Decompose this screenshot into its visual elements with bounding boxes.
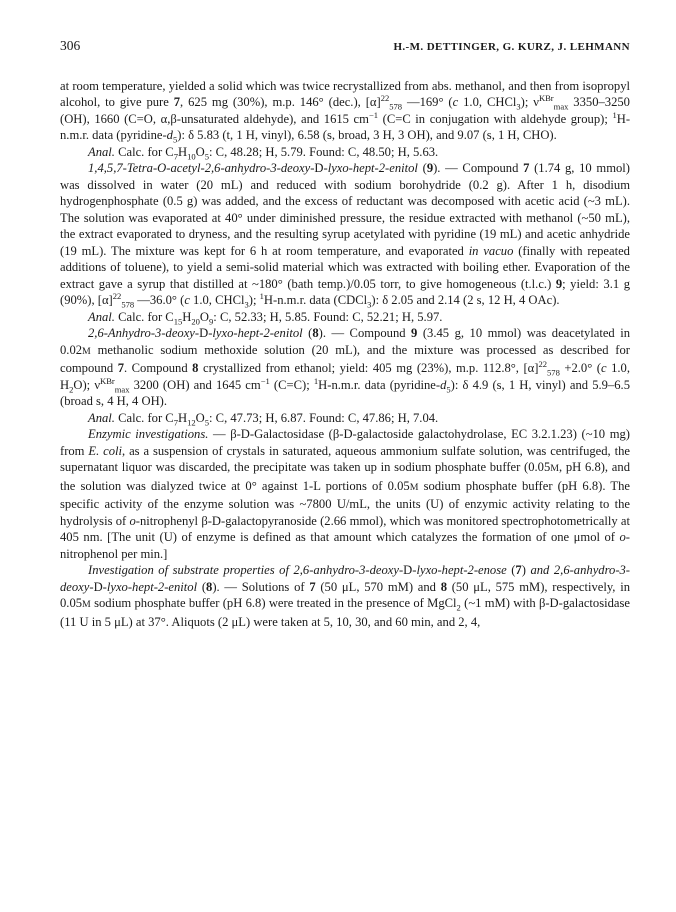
text-run: Anal.: [88, 410, 115, 425]
text-run: 10: [187, 151, 196, 162]
text-run: Calc. for C: [114, 144, 174, 159]
paragraph-3: [60, 160, 630, 309]
text-run: sodium phosphate buffer (pH 6.8). The specific activity of the enzyme solution was ~7800 U/mL, the units (U) of enzymic activity relating to the hydrolysis of: [60, 478, 630, 528]
text-run: Calc. for C: [114, 410, 174, 425]
text-run: 20: [191, 316, 200, 327]
text-run: D: [403, 563, 413, 577]
text-run: c: [600, 361, 607, 375]
text-run: o: [129, 513, 136, 528]
text-run: H-n.m.r. data (CDCl: [263, 293, 368, 307]
text-run: O); ν: [73, 377, 101, 392]
text-run: );: [248, 293, 260, 307]
text-run: (: [417, 161, 427, 175]
text-run: 578: [389, 101, 403, 112]
text-run: . Compound: [123, 361, 193, 375]
text-run: 1,4,5,7-Tetra-O-acetyl-2,6-anhydro-3-deoxy-: [88, 161, 315, 175]
paragraph-2: [60, 144, 630, 161]
paragraph-4: [60, 309, 630, 326]
text-run: 8: [440, 579, 447, 594]
text-run: (: [197, 579, 207, 594]
text-run: (: [506, 563, 516, 577]
text-run: E. coli: [88, 443, 123, 458]
text-run: Enzymic investigations.: [88, 427, 209, 441]
text-run: -galactoside galactohydrolase, EC 3.2.1.23) (~10 mg) from: [60, 427, 630, 458]
text-run: 3350–3250 (OH), 1660 (C=O, α,β-unsaturated aldehyde), and 1615 cm: [60, 95, 630, 126]
text-run: ; yield: 3.1 g (90%), [α]: [60, 276, 630, 307]
paragraph-8: [60, 562, 630, 630]
text-run: D: [199, 326, 209, 340]
text-run: (: [302, 326, 313, 340]
text-run: 8: [312, 326, 319, 340]
text-run: Investigation of substrate properties of 2,6-anhydro-3-deoxy-: [88, 563, 404, 577]
text-run: 2: [69, 384, 74, 395]
text-run: Calc. for C: [114, 309, 174, 324]
text-run: 5: [204, 151, 210, 162]
text-run: +2.0° (: [559, 361, 601, 375]
text-run: 22: [538, 358, 548, 369]
text-run: -lyxo-hept-2-enitol: [208, 326, 303, 340]
text-run: 5: [446, 384, 451, 395]
text-run: −1: [368, 109, 379, 120]
text-run: D: [343, 427, 353, 441]
text-run: O: [195, 410, 205, 425]
text-run: 5: [172, 134, 178, 145]
text-run: 2: [456, 602, 461, 613]
text-run: 1: [313, 375, 319, 386]
text-run: M: [82, 599, 91, 610]
text-run: Anal.: [88, 144, 115, 159]
text-run: max: [553, 101, 569, 112]
text-run: 1: [612, 109, 617, 120]
text-run: ); ν: [520, 95, 539, 109]
text-run: 5: [204, 417, 210, 428]
text-run: -lyxo-hept-2-enitol: [323, 161, 418, 175]
text-run: 12: [187, 417, 196, 428]
text-run: c: [184, 293, 190, 307]
text-run: ): [521, 563, 531, 577]
text-run: 7: [515, 563, 522, 577]
text-run: 7: [117, 361, 124, 375]
text-run: M: [550, 463, 559, 474]
text-run: and 2,6-anhydro-3-deoxy-: [60, 563, 631, 594]
text-run: H: [177, 410, 188, 425]
text-run: ): δ 5.83 (t, 1 H, vinyl), 6.58 (s, broad, 3 H, 3 OH), and 9.07 (s, 1 H, CHO).: [177, 128, 557, 142]
text-run: 9: [555, 276, 563, 291]
text-run: ): δ 2.05 and 2.14 (2 s, 12 H, 4 OAc).: [371, 293, 560, 307]
text-run: 3: [244, 299, 249, 310]
text-run: crystallized from ethanol; yield: 405 mg (23%), m.p. 112.8°, [α]: [198, 361, 539, 375]
text-run: 1.0, H: [60, 361, 630, 392]
text-run: (1.74 g, 10 mmol) was dissolved in water (20 mL) and reduced with sodium borohydride (0.2 g). After 1 h, disodium hydrogenphosphate (0.5 g) was added, and the excess of reductant was decomposed with acetic acid (~3 mL). The solution was evaporated at 40° under diminished pressure, the residue extracted with methanol (~50 mL), the extract evaporated to dryness, and the resulting syrup acetylated with pyridine (19 mL) and acetic anhydride (19 mL). The mixture was kept for 6 h at room temperature, and evaporated: [60, 161, 631, 258]
text-run: : C, 48.28; H, 5.79. Found: C, 48.50; H, 5.63.: [209, 144, 439, 159]
text-run: (C=C);: [269, 377, 314, 392]
paragraph-5: [60, 325, 630, 410]
text-run: -lyxo-hept-2-enitol: [102, 579, 198, 594]
text-run: d: [166, 128, 173, 142]
text-run: 7: [309, 579, 316, 594]
text-run: 15: [173, 316, 183, 327]
paragraph-1: [60, 78, 630, 144]
text-run: 7: [523, 161, 530, 175]
text-run: 3: [516, 101, 521, 112]
text-run: 7: [173, 417, 178, 428]
text-run: , 625 mg (30%), m.p. 146° (dec.), [α]: [180, 95, 381, 109]
text-run: D: [93, 579, 103, 594]
body-text: [60, 78, 630, 631]
text-run: at room temperature, yielded a solid which was twice recrystallized from abs. methanol, and then from isopropyl alcohol, to give pure: [60, 78, 630, 109]
text-run: (~1 mM) with β-: [460, 596, 550, 610]
text-run: max: [114, 384, 130, 395]
text-run: d: [440, 377, 447, 392]
text-run: methanolic sodium methoxide solution (20 mL), and the mixture was processed as described for compound: [60, 342, 630, 375]
text-run: 22: [112, 290, 122, 301]
text-run: — β-: [208, 427, 241, 441]
text-run: D: [240, 427, 250, 441]
text-run: —36.0° (: [134, 293, 185, 307]
page-body: [60, 38, 630, 630]
text-run: -nitrophenol per min.]: [60, 530, 630, 561]
text-run: (finally with repeated additions of toluene), to yield a semi-solid material which was extracted with boiling ether. Evaporation of the extract gave a syrup that distilled at ~180° (bath temp.)/0.05 torr, to give homogeneous (t.l.c.): [60, 243, 630, 291]
text-run: KBr: [100, 375, 115, 386]
text-run: 2,6-Anhydro-3-deoxy-: [88, 326, 200, 340]
text-run: 9: [411, 326, 418, 340]
text-run: , as a suspension of crystals in saturated, aqueous ammonium sulfate solution, was centrifuged, the supernatant liquor was discarded, the precipitate was taken up in sodium phosphate buffer (0.05: [60, 443, 630, 474]
text-run: o: [619, 530, 626, 544]
text-run: -Galactosidase (β-: [249, 427, 344, 441]
text-run: (3.45 g, 10 mmol) was deacetylated in 0.02: [60, 326, 631, 357]
text-run: 8: [206, 579, 213, 594]
text-run: ). — Solutions of: [212, 579, 310, 594]
text-run: O: [195, 144, 205, 159]
text-run: (C=C in conjugation with aldehyde group);: [378, 111, 613, 126]
text-run: 1: [259, 290, 264, 301]
text-run: 1.0, CHCl: [189, 293, 245, 307]
text-run: 3200 (OH) and 1645 cm: [129, 377, 261, 392]
text-run: —169° (: [402, 95, 453, 109]
paragraph-6: [60, 410, 630, 427]
text-run: 22: [380, 92, 390, 103]
text-run: , pH 6.8), and the solution was dialyzed twice at 0° against 1-L portions of 0.05: [60, 460, 630, 493]
text-run: 3: [367, 299, 372, 310]
text-run: H: [182, 309, 192, 324]
text-run: 7: [173, 95, 181, 109]
page-header: [60, 38, 630, 56]
text-run: -lyxo-hept-2-enose: [412, 563, 507, 577]
text-run: O: [199, 309, 210, 324]
page-number: 306: [60, 38, 81, 53]
running-title: H.-M. DETTINGER, G. KURZ, J. LEHMANN: [393, 41, 630, 53]
text-run: : C, 47.73; H, 6.87. Found: C, 47.86; H, 7.04.: [209, 410, 439, 425]
text-run: ). — Compound: [318, 326, 412, 340]
text-run: −1: [260, 375, 270, 386]
text-run: M: [82, 345, 91, 357]
text-run: 578: [547, 367, 560, 378]
text-run: 9: [209, 316, 214, 327]
text-run: D: [549, 596, 559, 610]
paragraph-7: [60, 426, 630, 562]
text-run: H-n.m.r. data (pyridine-: [60, 111, 631, 142]
text-run: 578: [121, 299, 135, 310]
text-run: 8: [192, 361, 199, 375]
text-run: Anal.: [88, 309, 115, 324]
text-run: KBr: [538, 92, 554, 103]
text-run: H: [177, 144, 188, 159]
text-run: in vacuo: [468, 243, 514, 258]
text-run: H-n.m.r. data (pyridine-: [318, 377, 441, 392]
text-run: c: [452, 95, 459, 109]
text-run: 1.0, CHCl: [458, 95, 517, 109]
text-run: -galactosidase (11 U in 5 μL) at 37°. Aliquots (2 μL) were taken at 5, 10, 30, and 60 min, and 2, 4,: [60, 596, 630, 629]
text-run: ). — Compound: [433, 161, 524, 175]
text-run: -nitrophenyl β-: [135, 513, 212, 528]
text-run: 9: [426, 161, 434, 175]
text-run: D: [314, 161, 324, 175]
text-run: M: [409, 481, 419, 493]
text-run: (50 μL, 570 mM) and: [315, 579, 441, 594]
text-run: (50 μL, 575 mM), respectively, in 0.05: [60, 579, 630, 610]
text-run: ): δ 4.9 (s, 1 H, vinyl) and 5.9–6.5 (broad s, 4 H, 4 OH).: [60, 377, 630, 408]
text-run: sodium phosphate buffer (pH 6.8) were treated in the presence of MgCl: [90, 596, 457, 610]
text-run: -galactopyranoside (2.66 mmol), which was monitored spectrophotometrically at 405 nm. [The unit (U) of enzyme is defined as that amount which catalyzes the formation of one μmol of: [60, 513, 630, 544]
text-run: : C, 52.33; H, 5.85. Found: C, 52.21; H, 5.97.: [213, 309, 443, 324]
text-run: D: [211, 513, 222, 528]
text-run: 7: [173, 151, 178, 162]
